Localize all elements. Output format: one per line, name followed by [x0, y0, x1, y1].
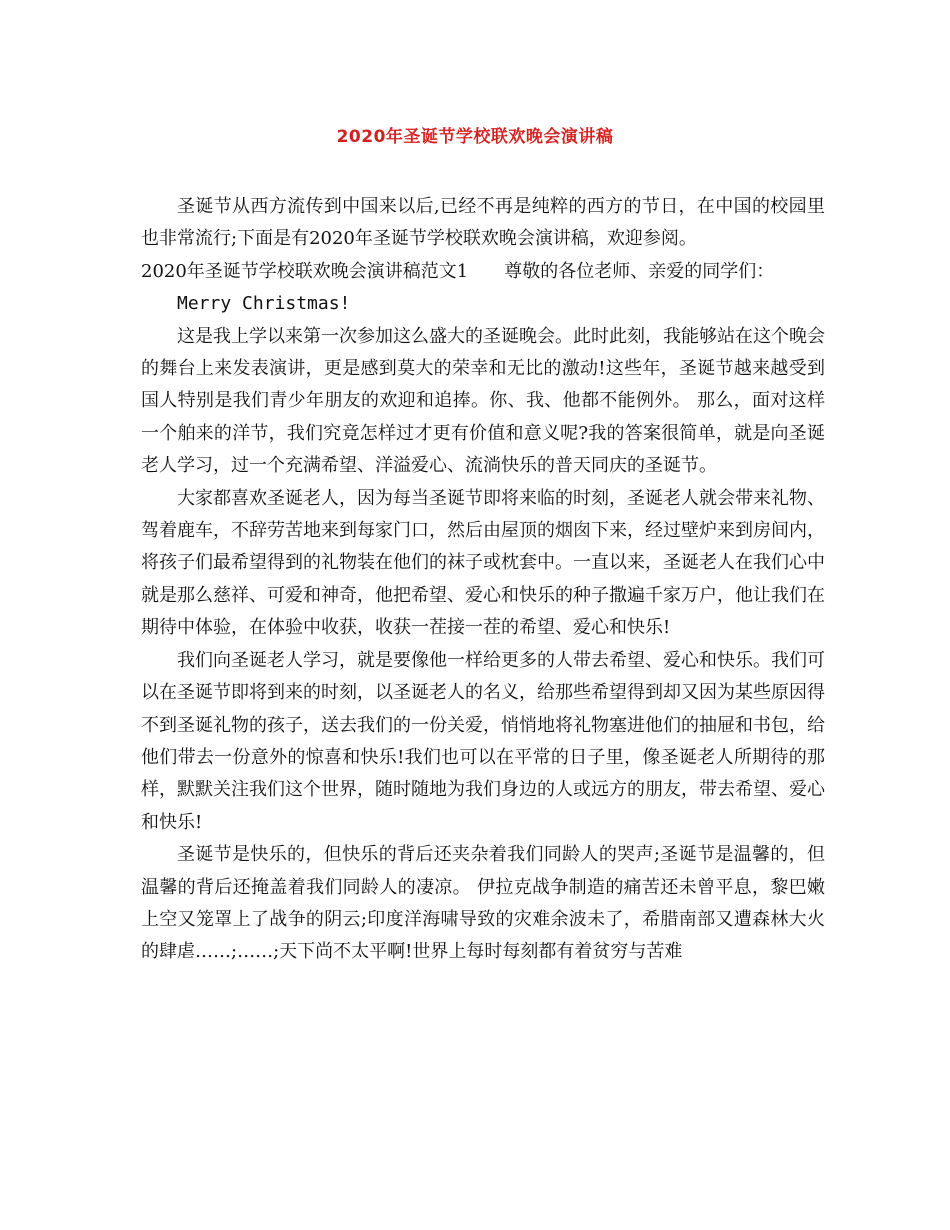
sample-heading-line: [141, 256, 825, 288]
document-body: [141, 191, 825, 969]
document-title: 2020年圣诞节学校联欢晚会演讲稿: [336, 127, 614, 147]
body-paragraph-1: 这是我上学以来第一次参加这么盛大的圣诞晚会。此时此刻，我能够站在这个晚会的舞台上来发表演讲，更是感到莫大的荣幸和无比的激动!这些年，圣诞节越来越受到国人特别是我们青少年朋友的欢迎和追捧。你、我、他都不能例外。 那么，面对这样一个舶来的洋节，我们究竟怎样过才更有价值和意义呢?我的答案很简单，就是向圣诞老人学习，过一个充满希望、洋溢爱心、流淌快乐的普天同庆的圣诞节。: [141, 325, 825, 477]
body-paragraph-2: 大家都喜欢圣诞老人，因为每当圣诞节即将来临的时刻，圣诞老人就会带来礼物、驾着鹿车，不辞劳苦地来到每家门口，然后由屋顶的烟囱下来，经过壁炉来到房间内，将孩子们最希望得到的礼物装在他们的袜子或枕套中。一直以来，圣诞老人在我们心中就是那么慈祥、可爱和神奇，他把希望、爱心和快乐的种子撒遍千家万户，他让我们在期待中体验，在体验中收获，收获一茬接一茬的希望、爱心和快乐!: [141, 487, 825, 639]
body-paragraph-3: 我们向圣诞老人学习，就是要像他一样给更多的人带去希望、爱心和快乐。我们可以在圣诞节即将到来的时刻，以圣诞老人的名义，给那些希望得到却又因为某些原因得不到圣诞礼物的孩子，送去我们的一份关爱，悄悄地将礼物塞进他们的抽屉和书包，给他们带去一份意外的惊喜和快乐!我们也可以在平常的日子里，像圣诞老人所期待的那样，默默关注我们这个世界，随时随地为我们身边的人或远方的朋友，带去希望、爱心和快乐!: [141, 649, 825, 833]
body-paragraph-4: 圣诞节是快乐的，但快乐的背后还夹杂着我们同龄人的哭声;圣诞节是温馨的，但温馨的背后还掩盖着我们同龄人的凄凉。 伊拉克战争制造的痛苦还未曾平息，黎巴嫩上空又笼罩上了战争的阴云;印度洋海啸导致的灾难余波未了，希腊南部又遭森林大火的肆虐……;……;天下尚不太平啊!世界上每时每刻都有着贫穷与苦难: [141, 844, 825, 963]
greeting: 尊敬的各位老师、亲爱的同学们：: [504, 260, 775, 282]
sample-heading: 2020年圣诞节学校联欢晚会演讲稿范文1: [141, 260, 469, 282]
intro-paragraph: 圣诞节从西方流传到中国来以后,已经不再是纯粹的西方的节日，在中国的校园里也非常流行;下面是有2020年圣诞节学校联欢晚会演讲稿，欢迎参阅。: [141, 196, 825, 250]
merry-christmas-line: Merry Christmas!: [177, 293, 351, 315]
